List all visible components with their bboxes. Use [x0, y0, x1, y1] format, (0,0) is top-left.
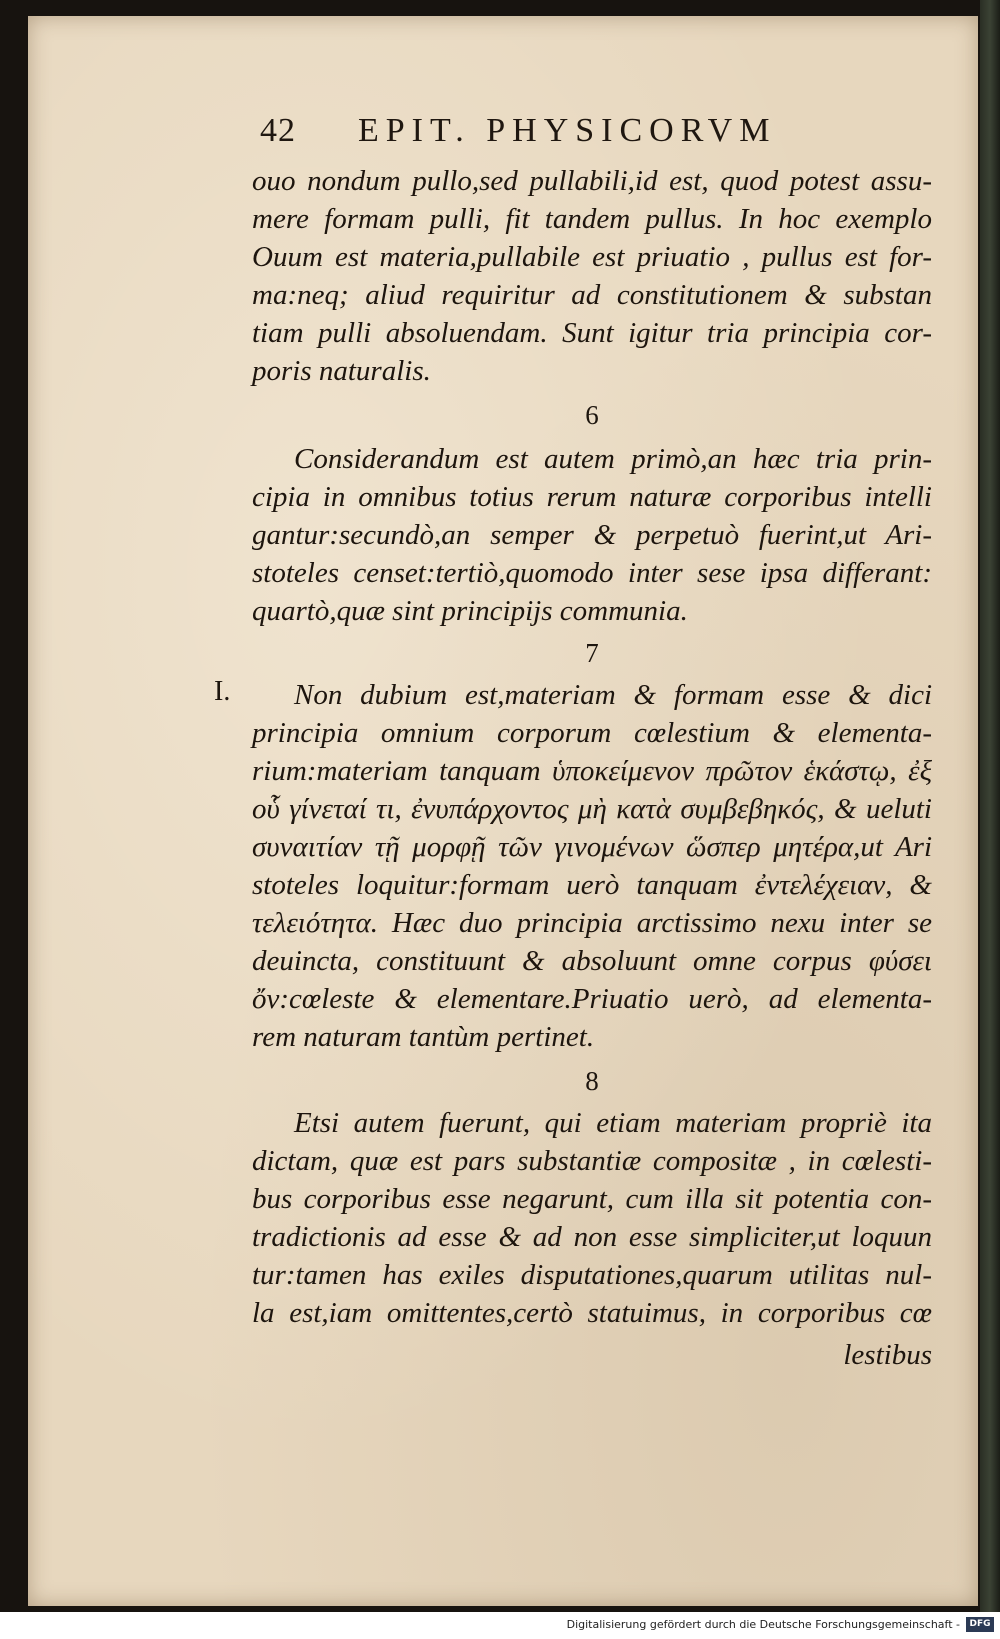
text-line: rium:materiam tanquam ὑποκείμενον πρῶτον ἑκάστῳ, ἐξ	[252, 755, 932, 787]
text-line: Considerandum est autem primò,an hæc tria prin-	[294, 443, 932, 475]
text-line: οὗ γίνεταί τι, ἐνυπάρχοντος μὴ κατὰ συμβεβηκός, & ueluti	[252, 793, 932, 825]
text-line: dictam, quæ est pars substantiæ compositæ , in cœlesti-	[252, 1145, 932, 1177]
text-line: ouo nondum pullo,sed pullabili,id est, quod potest assu-	[252, 165, 932, 197]
text-line: cipia in omnibus totius rerum naturæ corporibus intelli	[252, 481, 932, 513]
catchword: lestibus	[843, 1339, 932, 1371]
page-header	[260, 112, 830, 156]
text-line: quartò,quæ sint principijs communia.	[252, 595, 688, 627]
text-line: poris naturalis.	[252, 355, 431, 387]
text-line: principia omnium corporum cœlestium & elementa-	[252, 717, 932, 749]
running-title: EPIT. PHYSICORVM	[358, 112, 777, 149]
section-number-6: 6	[585, 400, 599, 430]
funding-credit: Digitalisierung gefördert durch die Deutsche Forschungsgemeinschaft -	[566, 1618, 960, 1631]
text-line: deuincta, constituunt & absoluunt omne corpus φύσει	[252, 945, 932, 977]
text-line: Non dubium est,materiam & formam esse & dici	[294, 679, 932, 711]
section-number-7: 7	[585, 638, 599, 668]
text-line: mere formam pulli, fit tandem pullus. In hoc exemplo	[252, 203, 932, 235]
text-line: ὄν:cœleste & elementare.Priuatio uerò, ad elementa-	[252, 983, 932, 1015]
text-line: rem naturam tantùm pertinet.	[252, 1021, 595, 1053]
text-line: gantur:secundò,an semper & perpetuò fuerint,ut Ari-	[252, 519, 932, 551]
text-line: bus corporibus esse negarunt, cum illa sit potentia con-	[252, 1183, 932, 1215]
text-line: Etsi autem fuerunt, qui etiam materiam propriè ita	[294, 1107, 932, 1139]
text-line: τελειότητα. Hæc duo principia arctissimo nexu inter se	[252, 907, 932, 939]
text-line: stoteles loquitur:formam uerò tanquam ἐντελέχειαν, &	[252, 869, 932, 901]
dfg-logo: DFG	[966, 1617, 994, 1632]
text-line: συναιτίαν τῇ μορφῇ τῶν γινομένων ὥσπερ μητέρα,ut Ari	[252, 831, 932, 863]
section-number-8: 8	[585, 1066, 599, 1096]
text-line: tur:tamen has exiles disputationes,quarum utilitas nul-	[252, 1259, 932, 1291]
text-line: la est,iam omittentes,certò statuimus, in corporibus cœ	[252, 1297, 932, 1329]
text-line: tradictionis ad esse & ad non esse simpliciter,ut loquun	[252, 1221, 932, 1253]
footer-bar	[0, 1612, 1000, 1639]
text-line: tiam pulli absoluendam. Sunt igitur tria principia cor-	[252, 317, 932, 349]
text-line: ma:neq; aliud requiritur ad constitutionem & substan	[252, 279, 932, 311]
page-number: 42	[260, 112, 296, 149]
text-line: Ouum est materia,pullabile est priuatio , pullus est for-	[252, 241, 932, 273]
text-line: stoteles censet:tertiò,quomodo inter sese ipsa differant:	[252, 557, 932, 589]
margin-number: I.	[214, 676, 231, 707]
book-binding-edge	[980, 0, 1000, 1612]
